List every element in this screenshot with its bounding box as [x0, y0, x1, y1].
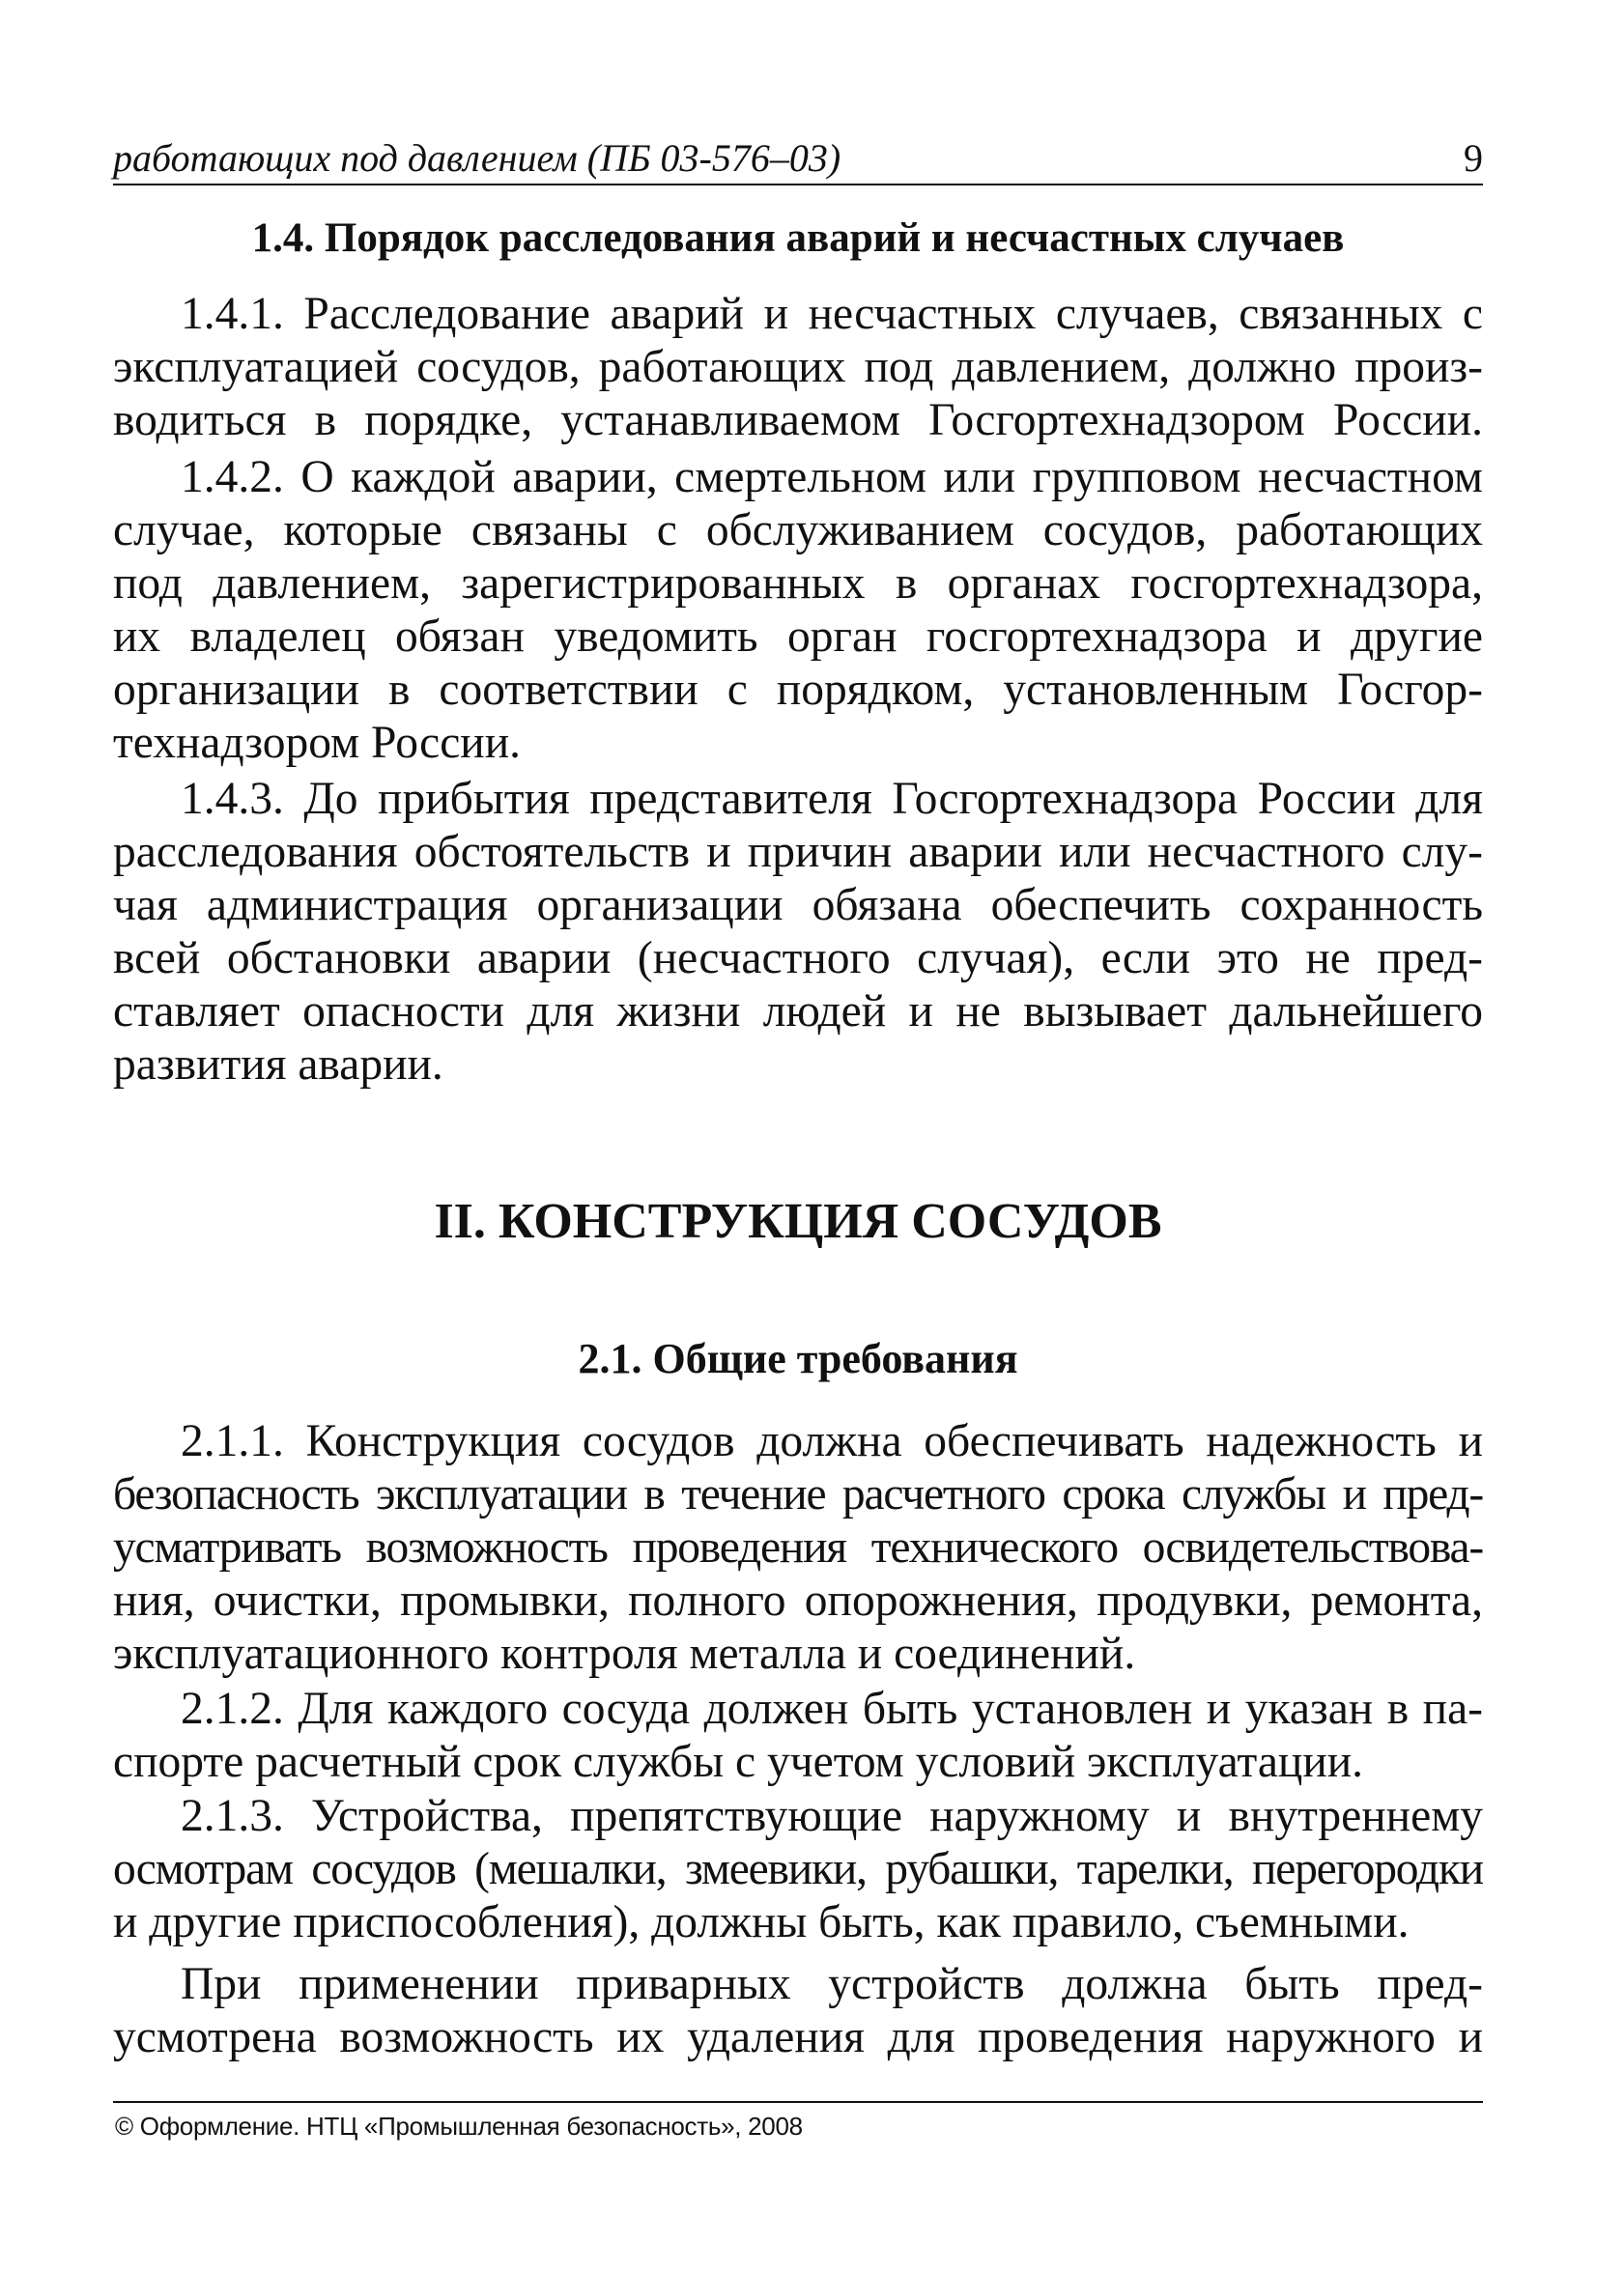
text-line: чая администрация организации обязана обеспечить сохранность [113, 880, 1483, 930]
text-line: безопасность эксплуатации в течение расчетного срока службы и пред- [113, 1469, 1483, 1519]
text-line: их владелец обязан уведомить орган госгортехнадзора и другие [113, 611, 1483, 662]
text-line: 1.4.2. О каждой аварии, смертельном или групповом несчастном [181, 452, 1483, 502]
paragraph-1-4-3 [113, 773, 1483, 1092]
section-heading-2-1: 2.1. Общие требования [578, 1335, 1018, 1382]
running-header [113, 137, 1483, 185]
paragraph-2-1-1 [113, 1415, 1483, 1681]
text-line: осмотрам сосудов (мешалки, змеевики, рубашки, тарелки, перегородки [113, 1844, 1483, 1894]
paragraph-1-4-1 [113, 288, 1483, 447]
text-line: усматривать возможность проведения технического освидетельствова- [113, 1522, 1483, 1573]
text-line: водиться в порядке, устанавливаемом Госгортехнадзором России. [113, 395, 1483, 445]
paragraph-2-1-3 [113, 1790, 1483, 1949]
text-line: всей обстановки аварии (несчастного случая), если это не пред- [113, 933, 1483, 983]
text-line: развития аварии. [113, 1039, 443, 1090]
text-line: При применении приварных устройств должна быть пред- [181, 1959, 1483, 2009]
text-line: технадзором России. [113, 718, 522, 768]
page-number: 9 [1464, 136, 1483, 180]
text-line: эксплуатационного контроля металла и соединений. [113, 1629, 1136, 1679]
chapter-heading-2: II. КОНСТРУКЦИЯ СОСУДОВ [434, 1194, 1162, 1249]
text-line: спорте расчетный срок службы с учетом условий эксплуатации. [113, 1737, 1364, 1787]
text-line: под давлением, зарегистрированных в органах госгортехнадзора, [113, 558, 1483, 609]
paragraph-1-4-2 [113, 451, 1483, 770]
text-line: ния, очистки, промывки, полного опорожнения, продувки, ремонта, [113, 1576, 1483, 1626]
paragraph-2-1-2 [113, 1683, 1483, 1789]
text-line: 1.4.3. До прибытия представителя Госгортехнадзора России для [181, 774, 1483, 824]
text-line: ставляет опасности для жизни людей и не вызывает дальнейшего [113, 986, 1483, 1037]
footer-divider [113, 2101, 1483, 2103]
text-line: эксплуатацией сосудов, работающих под давлением, должно произ- [113, 342, 1483, 392]
text-line: 1.4.1. Расследование аварий и несчастных случаев, связанных с [181, 289, 1483, 339]
text-line: усмотрена возможность их удаления для проведения наружного и [113, 2012, 1483, 2062]
text-line: и другие приспособления), должны быть, как правило, съемными. [113, 1897, 1410, 1947]
document-page [113, 0, 1483, 2272]
text-line: расследования обстоятельств и причин аварии или несчастного слу- [113, 827, 1483, 877]
text-line: 2.1.1. Конструкция сосудов должна обеспечивать надежность и [181, 1416, 1483, 1466]
text-line: 2.1.2. Для каждого сосуда должен быть установлен и указан в па- [181, 1684, 1483, 1734]
paragraph-2-1-3-continued [113, 1958, 1483, 2064]
text-line: 2.1.3. Устройства, препятствующие наружному и внутреннему [181, 1791, 1483, 1841]
header-title: работающих под давлением (ПБ 03-576–03) [113, 136, 841, 180]
section-heading-1-4: 1.4. Порядок расследования аварий и несчастных случаев [251, 215, 1345, 261]
text-line: случае, которые связаны с обслуживанием сосудов, работающих [113, 505, 1483, 555]
footer-copyright: © Оформление. НТЦ «Промышленная безопасность», 2008 [115, 2112, 803, 2141]
text-line: организации в соответствии с порядком, установленным Госгор- [113, 665, 1483, 715]
